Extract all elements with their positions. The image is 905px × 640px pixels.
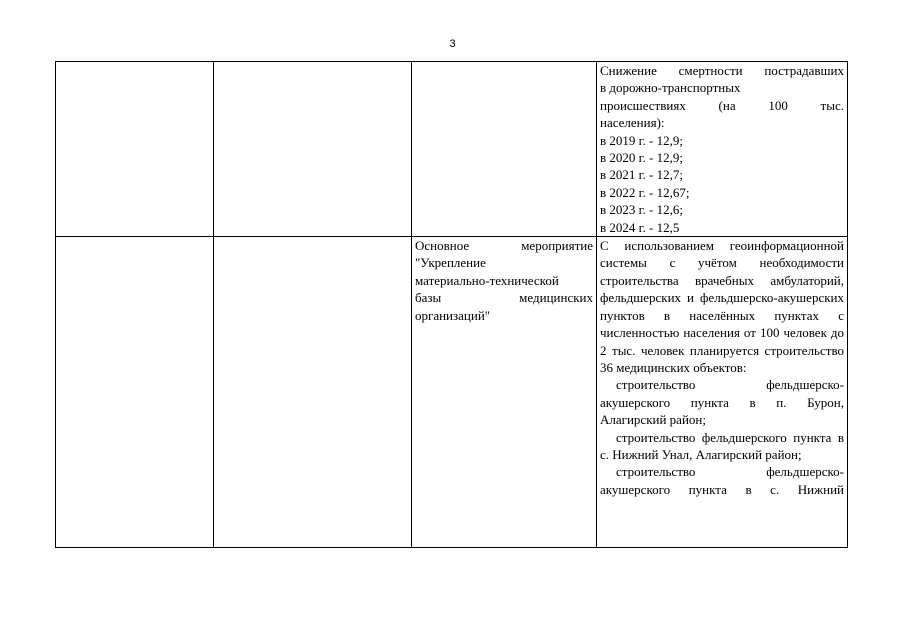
row2-col1-cell [56,237,214,548]
text-line: базы медицинских [415,290,593,306]
row1-col3-cell [412,62,597,237]
text-line: в 2020 г. - 12,9; [600,150,683,166]
text-line: материально-технической [415,272,559,288]
text-line: в дорожно-транспортных [600,80,741,96]
list-item: строительство фельдшерского пункта в с. Нижний Унал, Алагирский район; [600,429,844,462]
list-item: строительство фельдшерско-акушерского пункта в п. Бурон, Алагирский район; [600,377,844,428]
table-row [56,237,848,548]
list-item: строительство фельдшерско-акушерского пункта в с. Нижний [600,464,844,497]
row1-col2-cell [214,62,412,237]
text-line: в 2024 г. - 12,5 [600,219,680,235]
text-line: организаций" [415,307,491,323]
text-line: "Укрепление [415,255,486,271]
text-line: в 2023 г. - 12,6; [600,202,683,218]
page-number: 3 [449,38,456,50]
text-line: Снижение смертности пострадавших [600,63,844,78]
row1-col1-cell [56,62,214,237]
text-line: происшествиях (на 100 тыс. [600,97,844,113]
text-line: в 2022 г. - 12,67; [600,184,690,200]
table-row [56,62,848,237]
row1-col4-cell [597,62,848,237]
text-line: в 2019 г. - 12,9; [600,132,683,148]
paragraph: С использованием геоинформационной системы с учётом необходимости строительства врачебных амбулаторий, фельдшерских и фельдшерско-акушерских пунктов в населённых пунктах с численностью населения от 100 человек до 2 тыс. человек планируется строительство 36 медицинских объектов: [600,238,844,375]
row2-col2-cell [214,237,412,548]
row2-col4-cell [597,237,848,548]
text-line: Основное мероприятие [415,238,593,254]
program-table [55,61,848,548]
row2-col3-cell [412,237,597,548]
text-line: населения): [600,115,665,131]
text-line: в 2021 г. - 12,7; [600,167,683,183]
